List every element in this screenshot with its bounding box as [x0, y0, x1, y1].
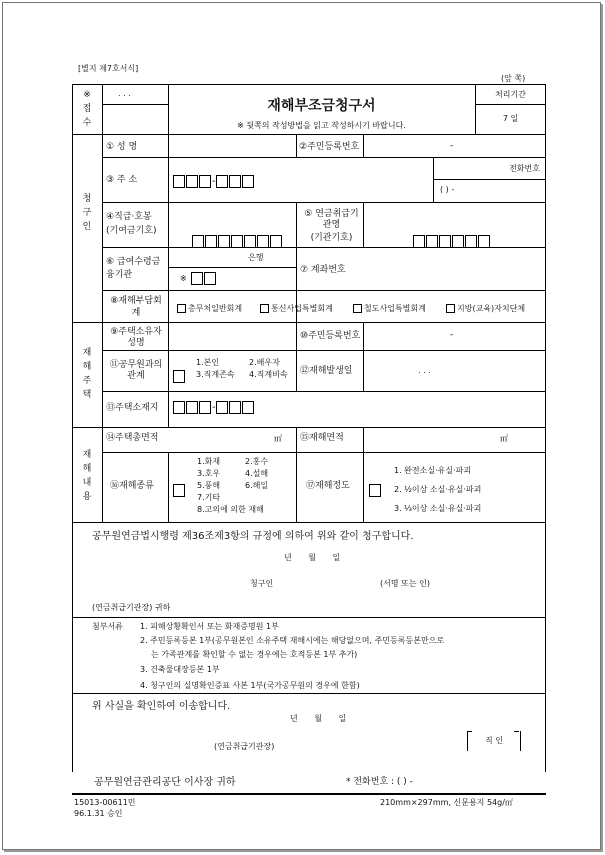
- confirmation-phone: * 전화번호 : ( ) -: [346, 777, 413, 787]
- bank-value: 은행: [248, 253, 264, 262]
- burden-option-2[interactable]: 통신사업특별회계: [260, 303, 333, 314]
- confirmation-agency: (연금취급기관장): [214, 742, 275, 751]
- account-label: ⑦ 계좌번호: [300, 265, 346, 275]
- damage-degree-checkbox[interactable]: [369, 480, 382, 499]
- attachment-3: 3. 건축물대장등본 1부: [140, 665, 220, 674]
- position-sub-label: (기여금기호): [106, 226, 157, 236]
- declaration-text: 공무원연금법시행령 제36조제3항의 규정에 의하여 위와 같이 청구합니다.: [92, 531, 414, 542]
- reception-label: ※접수: [82, 90, 92, 128]
- location-postcode-boxes[interactable]: -: [173, 397, 255, 416]
- processing-value: 7 일: [502, 114, 519, 123]
- relation-checkbox[interactable]: [173, 366, 186, 385]
- disaster-date-label: ⑫재해발생일: [300, 366, 353, 376]
- attachment-2: 2. 주민등록등본 1부(공무원본인 소유주택 재해시에는 해당없으며, 주민등록등본만으로: [140, 636, 445, 645]
- house-rrn-label: ⑩주민등록번호: [300, 331, 361, 341]
- form-title: 재해부조금청구서: [267, 98, 376, 114]
- house-rrn-dash: -: [450, 330, 454, 340]
- damage-type-col2: 2.홍수 4.설해 6.해일: [245, 457, 269, 490]
- attachment-2-cont: 는 가족관계를 확인할 수 없는 경우에는 호적등본 1부 추가): [151, 650, 358, 659]
- house-section-label: 재해주택: [82, 348, 92, 400]
- reception-date: . . .: [118, 89, 131, 98]
- damage-area-label: ⑮재해면적: [300, 433, 344, 443]
- damage-section-label: 재해내용: [82, 450, 92, 502]
- bank-note: ※: [180, 274, 187, 283]
- confirmation-date: 년 월 일: [290, 714, 347, 723]
- owner-label: ⑨주택소유자성명: [110, 327, 162, 348]
- footer-approval: 96.1.31 승인: [74, 809, 123, 818]
- form-subtitle: ※ 뒷쪽의 작성방법을 읽고 작성하시기 바랍니다.: [237, 121, 406, 130]
- agency-sub-label: (기관기호): [310, 233, 353, 243]
- damage-type-label: ⑯재해종류: [110, 481, 154, 491]
- burden-option-1[interactable]: 총무처일반회계: [177, 303, 242, 314]
- footer-code: 15013-00611민: [74, 798, 136, 807]
- burden-label: ⑧재해부담회계: [110, 296, 162, 318]
- damage-degree-label: ⑰재해정도: [306, 481, 350, 491]
- footer-paper: 210mm×297mm, 신문용지 54g/㎡: [380, 798, 513, 807]
- damage-degree-options: 1. 완전소실·유실·파괴 2. ½이상 소실·유실·파괴 3. ⅓이상 소실·유실·파괴: [394, 466, 482, 513]
- side-label: (앞 쪽): [501, 74, 526, 83]
- relation-label: ⑪공무원과의관계: [109, 360, 163, 381]
- official-seal-box: 직 인: [467, 731, 521, 751]
- declaration-recipient: (연금취급기관장) 귀하: [92, 603, 171, 612]
- burden-option-3[interactable]: 철도사업특별회계: [353, 303, 426, 314]
- damage-type-col1: 1.화재 3.호우 5.풍해 7.기타 8.고의에 의한 재해: [197, 457, 264, 514]
- position-label: ④직급·호봉: [106, 212, 152, 222]
- relation-option-2: 2.배우자: [249, 358, 280, 367]
- agency-code-boxes[interactable]: [413, 231, 491, 250]
- phone-value: ( ) -: [440, 185, 455, 194]
- confirmation-recipient: 공무원연금관리공단 이사장 귀하: [94, 777, 236, 788]
- damage-area-unit: ㎡: [500, 434, 508, 443]
- address-label: ③ 주 소: [106, 175, 138, 185]
- disaster-date-value: . . .: [418, 366, 431, 375]
- agency-label: ⑤ 연금취급기관명: [304, 209, 359, 230]
- name-label: ① 성 명: [106, 142, 138, 152]
- sign-or-seal-label: (서명 또는 인): [380, 579, 430, 588]
- claimant-rrn-label: ②주민등록번호: [299, 142, 360, 152]
- claimant-sign-label: 청구인: [250, 579, 274, 588]
- declaration-date: 년 월 일: [284, 553, 341, 562]
- relation-option-4: 4.직계비속: [249, 370, 288, 379]
- total-area-label: ⑭주택총면적: [106, 433, 159, 443]
- attachment-1: 1. 피해상황확인서 또는 화재증명원 1부: [140, 622, 279, 631]
- damage-type-checkbox[interactable]: [173, 480, 186, 499]
- attachment-4: 4. 청구인의 실명확인증표 사본 1부(국가공무원의 경우에 한함): [140, 681, 360, 690]
- relation-option-3: 3.직계존속: [196, 370, 235, 379]
- total-area-unit: ㎡: [274, 434, 282, 443]
- phone-label: 전화번호: [509, 164, 540, 173]
- bank-code-boxes[interactable]: [180, 272, 217, 285]
- contribution-code-boxes[interactable]: [192, 231, 283, 250]
- address-postcode-boxes[interactable]: -: [173, 171, 255, 190]
- claimant-rrn-dash: -: [450, 141, 454, 151]
- relation-option-1: 1.본인: [196, 358, 220, 367]
- confirmation-text: 위 사실을 확인하여 이송합니다.: [92, 701, 231, 712]
- form-number: [별지 제7호서식]: [78, 64, 139, 73]
- burden-option-4[interactable]: 지방(교육)자치단체: [446, 303, 525, 314]
- processing-label: 처리기간: [495, 90, 526, 99]
- attachments-label: 첨부서류: [92, 622, 123, 631]
- claimant-section-label: 청구인: [82, 194, 92, 232]
- bank-label: ⑥ 급여수령금융기관: [106, 257, 161, 280]
- location-label: ⑬주택소재지: [106, 403, 159, 413]
